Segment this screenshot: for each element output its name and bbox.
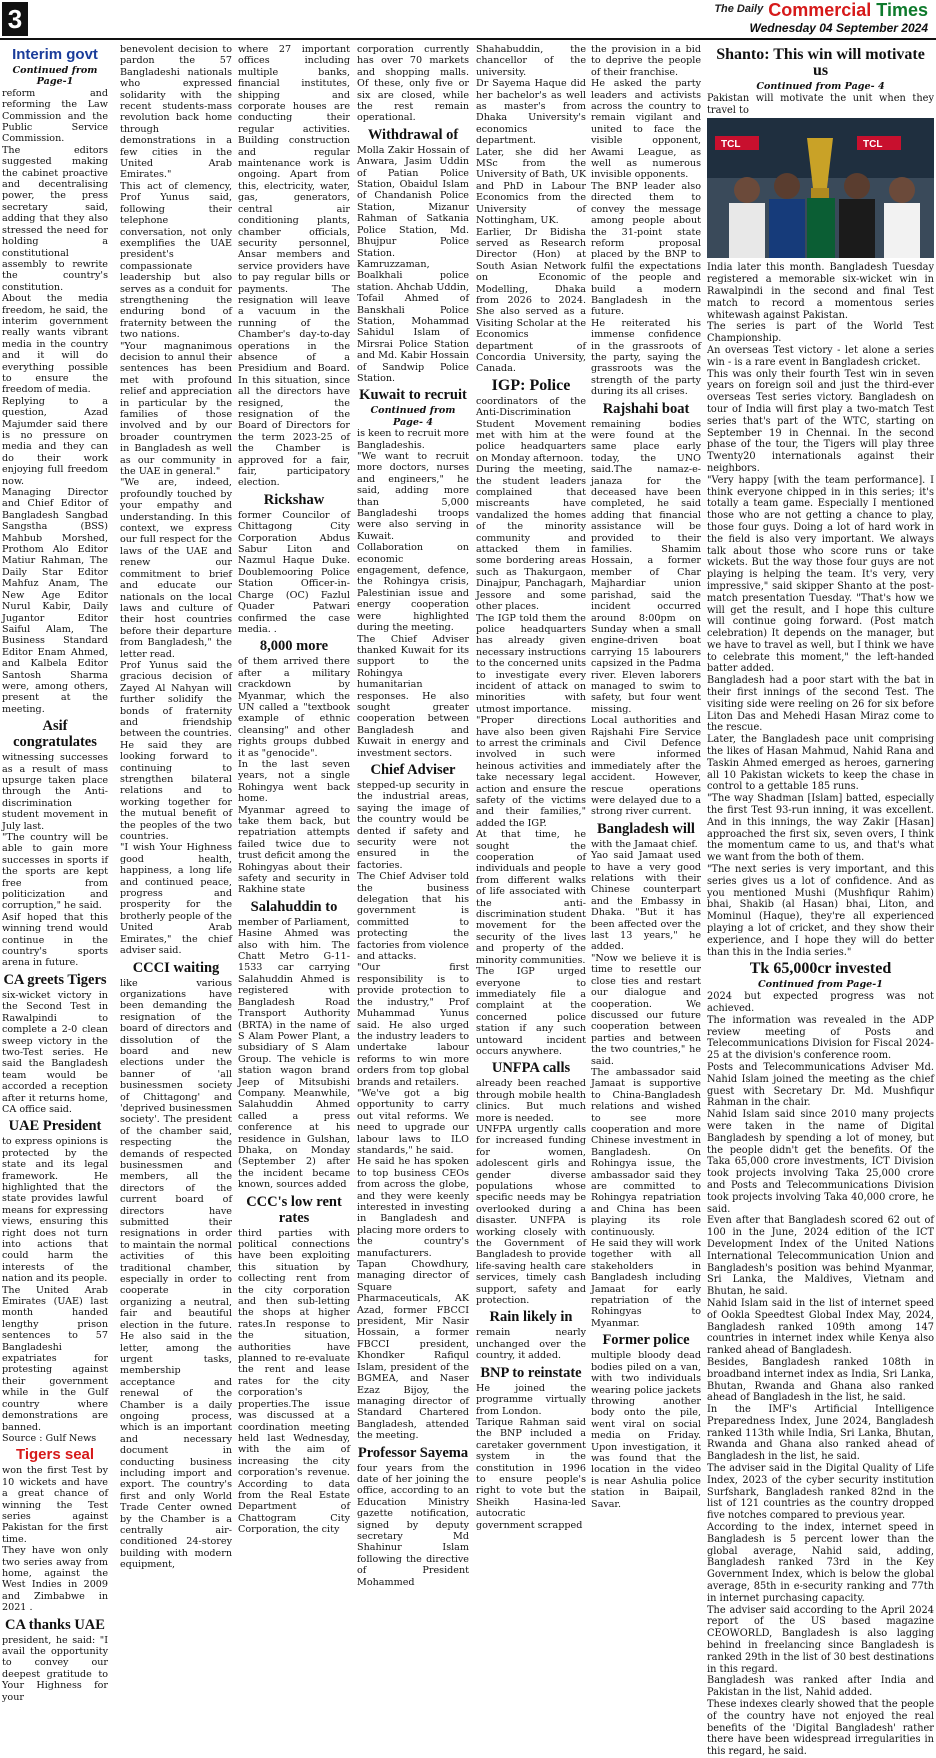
headline-rain: Rain likely in xyxy=(489,1309,573,1326)
paragraph: Tapan Chowdhury, managing director of Square Pharmaceuticals, AK Azad, former FBCCI president, Mir Nasir Hossain, a former FBCCI president, Khondker Rafiqul Islam, president of the BGMEA, and Naser Ezaz Bijoy, the managing director of Standard Chartered Bangladesh, attended the meeting. xyxy=(357,1259,469,1442)
paragraph: corporation currently has over 70 markets and shopping malls. Of these, only five or six are closed, while the rest remain operational. xyxy=(357,44,469,124)
paragraph: third parties with political connections have been exploiting this situation by collecting rent from the city corporation and then sub-letting the shops at higher rates.In response to the situation, authorities have planned to re-evaluate the rent and lease rates for the city corporation's properties.The issue was discussed at a coordination meeting held last Wednesday, with the aim of increasing the city corporation's revenue. According to data from the Real Estate Department of Chattogram City Corporation, the city xyxy=(238,1227,350,1536)
headline-bangladesh-will: Bangladesh will xyxy=(597,820,695,837)
headline-former-police: Former police xyxy=(602,1332,690,1349)
paragraph: He joined the programme virtually from London. xyxy=(476,1382,586,1417)
paragraph: At that time, he sought the cooperation of individuals and people from different walks of life associated with the anti-discrimination student movement for the security of the lives and property of the minority communities. xyxy=(476,829,586,966)
headline-ca-greets: CA greets Tigers xyxy=(3,971,107,988)
headline-rajshahi-boat: Rajshahi boat xyxy=(602,400,690,417)
paragraph: reform and reforming the Law Commission and the Public Service Commission. xyxy=(2,87,108,145)
column-7 xyxy=(707,44,934,1758)
paragraph: where 27 important offices including multiple banks, financial institutes, shipping and corporate houses are conducting their regular activities. Building construction and regular maintenance work is ongoing. Apart from this, electricity, water, gas, generators, central air conditioning plants, chamber officials, security personnel, Ansar members and service providers have to pay regular bills or payments. The resignation will leave a vacuum in the running of the Chamber's day-to-day operations in the absence of a Presidium and Board. In this situation, since all the directors have resigned, the resignation of the Board of Directors for the term 2023-25 of the Chamber is approved for a fair, fair, participatory election. xyxy=(238,44,350,489)
paragraph: About the media freedom, he said, the interim government really wants vibrant media in the country and it will do everything possible to ensure the freedom of media. xyxy=(2,293,108,396)
headline-salahuddin: Salahuddin to xyxy=(250,898,338,915)
paragraph: These indexes clearly showed that the people of the country have not enjoyed the real benefits of the 'Digital Bangladesh' rather there have been widespread irregularities in this regard, he said. xyxy=(707,1699,934,1758)
headline-chief-adviser: Chief Adviser xyxy=(370,761,456,778)
paragraph: He said he has spoken to top business CEOs from across the globe, and they were keenly interested in investing in Bangladesh and placing more orders to the country's manufacturers. xyxy=(357,1156,469,1259)
paragraph: Nahid Islam said since 2010 many projects were taken in the name of Digital Bangladesh by spending a lot of money, but the people didn't get the benefits. Of the Taka 65,000 crore investments, ICT Division took projects involving Taka 25,000 crore and Posts and Telecommunications Division took projects involving Taka 40,000 crore, he said. xyxy=(707,1109,934,1215)
masthead xyxy=(0,0,936,40)
paragraph: In the last seven years, not a single Rohingya went back home. xyxy=(238,758,350,805)
paragraph: like various organizations have been demanding the resignation of the board of directors and dissolution of the board and new elections under the banner of 'all businessmen society of Chittagong' and 'deprived businessmen society'. The president of the chamber said, respecting the demands of respected businessmen and members, all the directors of the current board of directors have submitted their resignations in order to maintain the normal activities of this traditional chamber, especially in order to cooperate in organizing a neutral, fair and beautiful election in the future. He also said in the letter, among the urgent tasks, membership acceptance and renewal of the Chamber is a daily ongoing process, which is an important and necessary document in conducting business including import and export. The country's first and only World Trade Center owned by the Chamber is a centrally air-conditioned 24-storey building with modern equipment, xyxy=(120,977,232,1571)
paragraph: witnessing successes as a result of mass upsurge taken place through the Anti-discrimination student movement in July last. xyxy=(2,752,108,832)
column-6 xyxy=(591,44,701,1510)
svg-text:TCL: TCL xyxy=(863,139,883,151)
paragraph: "Your magnanimous decision to annul their sentences has been met with profound relief and appreciation in particular by the families of those involved and by our broader countrymen in Bangladesh as well as our community in the UAE in general." xyxy=(120,340,232,478)
paragraph: Molla Zakir Hossain of Anwara, Jasim Uddin of Patian Police Station, Obaidul Islam of Chandanish Police Station, Mizanur Rahman of Satkania Police Station, Md. Bhujpur Police Station. Kamruzzaman, Boalkhali police station. Ahchab Uddin, Tofail Ahmed of Banskhali Police Station, Mohammad Sahidul Islam of Mirsrai Police Station and Md. Kabir Hossain of Sandwip Police Station. xyxy=(357,144,469,384)
paragraph: Even after that Bangladesh scored 62 out of 100 in the June, 2024 edition of the ICT Development Index of the United Nations International Telecommunication Union and Bangladesh's position was behind Myanmar, Sri Lanka, the Maldives, Vietnam and Bhutan, he said. xyxy=(707,1215,934,1298)
paragraph: "The next series is very important, and this series gives us a lot of confidence. And as you mentioned Mushi (Mushfiqur Rahim) bhai, Shakib (al Hasan) bhai, Liton, and Mominul (Haque), they're all experienced playing a lot of cricket, and they show their experience, and I hope they will do better than this in the India series." xyxy=(707,864,934,958)
paragraph: four years from the date of her joining the office, according to an Education Ministry gazette notification, signed by deputy secretary Md Shahinur Islam following the directive of President Mohammed xyxy=(357,1462,469,1588)
paragraph: already been reached through mobile health clinics. But much more is needed. xyxy=(476,1078,586,1124)
paragraph: Local authorities and Rajshahi Fire Service and Civil Defence were informed immediately after the accident. However, rescue operations were delayed due to a strong river current. xyxy=(591,715,701,818)
headline-ca-thanks: CA thanks UAE xyxy=(5,1616,105,1633)
paragraph: The ambassador said Jamaat is supportive to China-Bangladesh relations and wished to see more cooperation and more Chinese investment in Bangladesh. On Rohingya issue, the ambassador said they are committed to Rohingya repatriation and China has been playing its role continuously. xyxy=(591,1066,701,1238)
paragraph: "Now we believe it is time to resettle our close ties and restart our dialogue and cooperation. We discussed our future cooperation between parties and between the two countries," he said. xyxy=(591,952,701,1067)
paragraph: with the Jamaat chief. xyxy=(591,838,698,850)
paragraph: In the IMF's Artificial Intelligence Preparedness Index, June 2024, Bangladesh ranked 113th while India, Sri Lanka, Bhutan, Rwanda and Ghana also ranked ahead of Bangladesh in the list, he said. xyxy=(707,1404,934,1463)
paragraph: remain nearly unchanged over the country, it added. xyxy=(476,1327,586,1362)
paragraph: This act of clemency, Prof Yunus said, following their telephone conversation, not only exemplifies the UAE president's compassionate leadership but also serves as a conduit for strengthening the enduring bond of fraternity between the two nations. xyxy=(120,180,232,341)
column-3 xyxy=(238,44,350,1536)
paragraph: He asked the party leaders and activists across the country to remain vigilant and united to face the visible opponent, Awami League, as well as numerous invisible opponents. xyxy=(591,78,701,181)
paragraph: former Councilor of Chittagong City Corporation Abdus Sabur Liton and Nazmul Haque Duke. Doublemooring Police Station Officer-in-Charge (OC) Fazlul Quader Patwari confirmed the case media. . xyxy=(238,509,350,635)
paragraph: Later, the Bangladesh pace unit comprising the likes of Hasan Mahmud, Nahid Rana and Taskin Ahmed emerged as heroes, garnering all 10 Pakistan wickets to keep the chase in control to a gettable 185 runs. xyxy=(707,734,934,793)
paragraph: Bangladesh was ranked after India and Pakistan in the list, Nahid added. xyxy=(707,1675,934,1699)
headline-withdrawal: Withdrawal of xyxy=(367,126,459,143)
paragraph: "We are, indeed, profoundly touched by your empathy and understanding. In this context, we express our full respect for the laws of the UAE and renew our commitment to brief and educate our nationals on the local laws and culture of their host countries before their departure from Bangladesh," the letter read. xyxy=(120,477,232,660)
paragraph: They have won only two series away from home, against the West Indies in 2009 and Zimbabwe in 2021 . xyxy=(2,1545,108,1614)
continued-note: Continued from Page- 4 xyxy=(756,81,885,92)
paragraph: "Our first responsibility is to provide protection to the industry," Prof Muhammad Yunus said. He also urged the industry leaders to undertake labour reforms to win more orders from top global brands and retailers. xyxy=(357,962,469,1088)
paragraph: coordinators of the Anti-Discrimination Student Movement met with him at the police headquarters on Monday afternoon. xyxy=(476,395,586,464)
paragraph: An overseas Test victory - let alone a series win - is a rare event in Bangladesh cricket. xyxy=(707,344,934,368)
paragraph: Replying to a question, Azad Majumder said there is no pressure on media and they can do their work enjoying full freedom now. xyxy=(2,395,108,487)
headline-ccc-rent: CCC's low rent rates xyxy=(246,1193,342,1226)
newspaper-name xyxy=(714,0,928,21)
paragraph: Source : Gulf News xyxy=(2,1432,97,1444)
paragraph: He said they will work together with all stakeholders in Bangladesh including Jamaat for early repatriation of the Rohingyas to Myanmar. xyxy=(591,1238,701,1329)
paragraph: Pakistan will motivate the unit when they travel to xyxy=(707,92,934,116)
paragraph: Asif hoped that this winning trend would continue in the country's sports arena in future. xyxy=(2,911,108,969)
paragraph: Besides, Bangladesh ranked 108th in broadband internet index as India, Sri Lanka, Bhutan, Rwanda and Ghana also ranked ahead of Bangladesh in the list, he said. xyxy=(707,1356,934,1404)
paragraph: Managing Director and Chief Editor of Bangladesh Sangbad Sangstha (BSS) Mahbub Morshed, Prothom Alo Editor Matiur Rahman, The Daily Star Editor Mahfuz Anam, The New Age Editor Nurul Kabir, Daily Jugantor Editor Saiful Alam, The Business Standard Editor Enam Ahmed, and Kalbela Editor Santosh Sharma were, among others, present at the meeting. xyxy=(2,487,108,715)
headline-uae-president: UAE President xyxy=(8,1118,102,1135)
trophy-photo xyxy=(707,118,934,258)
continued-note: Continued from Page-1 xyxy=(758,979,883,991)
headline-bnp-reinstate: BNP to reinstate xyxy=(480,1364,582,1381)
paragraph: UNFPA urgently calls for increased funding for women, adolescent girls and gender diverse populations whose specific needs may be overlooked during a disaster. UNFPA is working closely with the Government of Bangladesh to provide life-saving health care services, timely cash support, safety and protection. xyxy=(476,1123,586,1307)
name-word2: Times xyxy=(876,0,928,20)
paragraph: Nahid Islam said in the list of internet speed of Ookla Speedtest Global Index May, 2024, Bangladesh ranked 109th among 147 countries in internet index while Kenya also ranked ahead of Bangladesh. xyxy=(707,1297,934,1357)
paragraph: Shahabuddin, the chancellor of the university. xyxy=(476,44,586,78)
paragraph: "The way Shadman [Islam] batted, especially the first Test 93-run inning, it was excellent. And in this innings, the way Zakir [Hasan] approached the first six, seven overs, I think the momentum came to us, and that's what we want from the both of them. xyxy=(707,793,934,864)
paragraph: "Very happy [with the team performance]. I think everyone chipped in in this series; it's totally a team game. Especially I mentioned those who are not getting a chance to play, those four guys. Doing a lot of hard work in the field is also very important. We always talk about those who score runs or take wickets. But the way those four guys are not playing is helping the team. It's very, very impressive," said skipper Shanto at the post-match presentation Tuesday. "That's how we will get the result, and I hope this culture will continue going forward. (Post match celebration) It depends on the manager, but we have to travel as well, but I think we have to celebrate this moment," the left-handed batter added. xyxy=(707,474,934,675)
paragraph: This was only their fourth Test win in seven years on foreign soil and just the third-ever overseas Test series victory. Bangladesh on tour of India will first play a two-match Test series that's part of the WTC, starting on September 19 in Chennai. In the second phase of the tour, the Tigers will play three Twenty20 internationals against their neighbors. xyxy=(707,368,934,474)
paragraph: The adviser said according to the April 2024 report of the US based magazine CEOWORLD, Bangladesh is also lagging behind in freelancing since Bangladesh is ranked 29th in the list of 30 best destinations in this regard. xyxy=(707,1604,934,1675)
paragraph: "The country will be able to gain more successes in sports if the sports are kept free from politicization and corruption," he said. xyxy=(2,832,108,912)
paragraph: The Chief Adviser thanked Kuwait for its support to the Rohingya humanitarian responses. He also sought greater cooperation between Bangladesh and Kuwait in energy and investment sectors. xyxy=(357,633,469,759)
paragraph: won the first Test by 10 wickets and have a great chance of winning the Test series against Pakistan for the first time. xyxy=(2,1465,108,1545)
paragraph: Yao said Jamaat used to have a very good relations with their Chinese counterpart and the Embassy in Dhaka. "But it has been affected over the last 13 years," he added. xyxy=(591,850,701,953)
headline-tk-65000cr: Tk 65,000cr invested xyxy=(749,960,892,978)
paragraph: The BNP leader also directed them to convey the message among people about the 31-point state reform proposal placed by the BNP to fulfil the expectations of the people and build a modern Bangladesh in the future. xyxy=(591,180,701,318)
issue-date: Wednesday 04 September 2024 xyxy=(749,21,928,35)
name-prefix: The Daily xyxy=(714,3,764,15)
paragraph: The Chief Adviser told the business delegation that his government is committed to protecting the factories from violence and attacks. xyxy=(357,871,469,963)
column-5 xyxy=(476,44,586,1531)
paragraph: multiple bloody dead bodies piled on a van, with two individuals wearing police jackets throwing another body onto the pile, went viral on social media on Friday. Upon investigation, it was found that the location in the video is near Ashulia police station in Baipail, Savar. xyxy=(591,1350,701,1510)
headline-unfpa: UNFPA calls xyxy=(491,1060,571,1077)
paragraph: The editors suggested making the cabinet proactive and decentralising power, the press secretary said, adding that they also stressed the need for holding a constitutional assembly to rewrite the country's constitution. xyxy=(2,144,108,293)
paragraph: six-wicket victory in the Second Test in Rawalpindi to complete a 2-0 clean sweep victory in the two-Test series. He said the Bangladesh team would be accorded a reception after it returns home, CA office said. xyxy=(2,989,108,1115)
paragraph: Posts and Telecommunications Adviser Md. Nahid Islam joined the meeting as the chief guest with Secretary Dr. Md. Mushfiqur Rahman in the chair. xyxy=(707,1061,934,1109)
paragraph: Dr Sayema Haque did her bachelor's as well as master's from Dhaka University's economics department. xyxy=(476,78,586,147)
paragraph: Bangladesh had a poor start with the bat in their first innings of the second Test. The visiting side were reeling on 26 for six before Liton Das and Mehedi Hasan Miraz come to the rescue. xyxy=(707,675,934,734)
paragraph: The IGP urged everyone to immediately file a complaint at the concerned police station if any such untoward incident occurs anywhere. xyxy=(476,966,586,1057)
continued-note: Continued from Page- 4 xyxy=(370,405,456,428)
paragraph: The United Arab Emirates (UAE) last month handed lengthy prison sentences to 57 Bangladeshi expatriates for protesting against their government while in the Gulf country where demonstrations are banned. xyxy=(2,1284,108,1433)
paragraph: "We want to recruit more doctors, nurses and engineers," he said, adding more than 5,000 Bangladeshi troops were also serving in Kuwait. xyxy=(357,451,469,542)
headline-asif: Asif congratulates xyxy=(13,718,97,751)
paragraph: He reiterated his immense confidence in the grassroots of the party, saying the grassroots was the strength of the party during its all crises. xyxy=(591,317,701,398)
headline-ccci-waiting: CCCI waiting xyxy=(132,959,220,976)
paragraph: Tarique Rahman said the BNP included a caretaker government system in the constitution in 1996 to ensure people's right to vote but the Sheikh Hasina-led autocratic government scrapped xyxy=(476,1416,586,1531)
paragraph: of them arrived there after a military crackdown by Myanmar, which the UN called a "textbook example of ethnic cleansing" and other rights groups dubbed it as "genocide". xyxy=(238,656,350,759)
column-1 xyxy=(2,44,108,1703)
masthead-rule xyxy=(0,38,936,40)
paragraph: He said they are looking forward to continuing to strengthen bilateral relations and to working together for the mutual benefit of the peoples of the two countries. xyxy=(120,739,232,843)
headline-professor-sayema: Professor Sayema xyxy=(357,1444,469,1461)
headline-tigers-seal: Tigers seal xyxy=(15,1446,95,1464)
svg-text:TCL: TCL xyxy=(721,139,741,151)
paragraph: member of Parliament, Hasine Ahmed was also with him. The Chatt Metro G-11-1533 car carrying Salahuddin Ahmed is registered with Bangladesh Road Transport Authority (BRTA) in the name of S Alam Power Plant, a subsidiary of S Alam Group. The vehicle is station wagon brand Jeep of Mitsubishi Company. Meanwhile, Salahuddin Ahmed called a press conference at his residence in Gulshan, Dhaka, on Monday (September 2) after the incident became known, sources added xyxy=(238,916,350,1191)
paragraph: remaining bodies were found at the same place early today, the UNO said.The namaz-e-janaza for the deceased have been completed, he said adding that financial assistance will be provided to their families. Shamim Hossain, a former member of Char Majhardiar union parishad, said the incident occurred around 8:00pm on Sunday when a small engine-driven boat carrying 15 labourers capsized in the Padma river. Eleven laborers managed to swim to safety, but four went missing. xyxy=(591,418,701,715)
paragraph: president, he said: "I avail the opportunity to convey our deepest gratitude to Your Highness for your xyxy=(2,1634,108,1703)
paragraph: The information was revealed in the ADP review meeting of Posts and Telecommunications Division for Fiscal 2024-25 at the division's conference room. xyxy=(707,1014,934,1062)
headline-8000-more: 8,000 more xyxy=(259,638,329,655)
paragraph: The IGP told them the police headquarters has already given necessary instructions to the concerned units to investigate every incident of attack on minorities with utmost importance. xyxy=(476,612,586,715)
column-2 xyxy=(120,44,232,1571)
paragraph: "We've got a big opportunity to carry out vital reforms. We need to upgrade our labour laws to ILO standards," he said. xyxy=(357,1087,469,1156)
headline-kuwait: Kuwait to recruit xyxy=(359,387,467,404)
headline-shanto: Shanto: This win will motivate us xyxy=(716,46,925,79)
paragraph: the provision in a bid to deprive the people of their franchise. xyxy=(591,44,701,78)
paragraph: Earlier, Dr Bidisha served as Research Director (Hon) at South Asian Network on Economic Modelling, Dhaka from 2026 to 2024. She also served as a Visiting Scholar at the Economics department of Concordia University, Canada. xyxy=(476,226,586,375)
paragraph: The adviser said in the Digital Quality of Life Index, 2023 of the cyber security institution Surfshark, Bangladesh ranked 82nd in the list of 121 countries as the country dropped five notches compared to previous year. xyxy=(707,1463,934,1522)
headline-rickshaw: Rickshaw xyxy=(263,491,325,508)
paragraph: to express opinions is protected by the state and its legal framework. He highlighted that the state provides lawful means for expressing views, ensuring this right does not turn into actions that could harm the interests of the nation and its people. xyxy=(2,1136,108,1285)
paragraph: Prof Yunus said the gracious decision of Zayed Al Nahyan will further solidify the bonds of fraternity and friendship between the countries. xyxy=(120,659,232,740)
page-body xyxy=(2,44,934,1758)
paragraph: According to the index, internet speed in Bangladesh is 5 percent lower than the global average, Nahid said, adding, Bangladesh ranked 73rd in the Key Government Index, which is below the global average, 85th in e-security ranking and 77th in internet purchasing capacity. xyxy=(707,1522,934,1604)
name-word1: Commercial xyxy=(768,0,872,20)
page-number: 3 xyxy=(2,2,28,36)
paragraph: benevolent decision to pardon the 57 Bangladeshi nationals who expressed solidarity with the recent students-mass revolution back home through demonstrations in a few cities in the United Arab Emirates." xyxy=(120,44,232,181)
paragraph: During the meeting, the student leaders complained that miscreants have vandalized the homes of the minority community and attacked them in some bordering areas such as Thakurgaon, Dinajpur, Panchagarh, Jessore and some other places. xyxy=(476,464,586,613)
paragraph: "Proper directions have also been given to arrest the criminals involved in such heinous activities and take necessary legal action and ensure the safety of the victims and their families," added the IGP. xyxy=(476,715,586,829)
paragraph: is keen to recruit more Bangladeshis. xyxy=(357,428,469,451)
headline-interim-govt: Interim govt xyxy=(12,46,98,63)
paragraph: Later, she did her MSc from the University of Bath, UK and PhD in Labour Economics from the University of Nottingham, UK. xyxy=(476,146,586,227)
paragraph: The series is part of the World Test Championship. xyxy=(707,321,934,345)
paragraph: "I wish Your Highness good health, happiness, a long life and continued peace, progress and prosperity for the brotherly people of the United Arab Emirates," the chief adviser said. xyxy=(120,842,232,957)
paragraph: stepped-up security in the industrial areas, saying the image of the country would be dented if safety and security were not ensured in the factories. xyxy=(357,779,469,871)
paragraph: Collaboration on economic engagement, defence, the Rohingya crisis, Palestinian issue and energy cooperation were highlighted during the meeting. xyxy=(357,542,469,634)
headline-igp-police: IGP: Police xyxy=(491,376,571,394)
continued-note: Continued from Page-1 xyxy=(12,65,98,88)
paragraph: India later this month. Bangladesh Tuesday registered a memorable six-wicket win in Rawalpindi in the second and final Test match to record a momentous series whitewash against Pakistan. xyxy=(707,262,934,321)
paragraph: Myanmar agreed to take them back, but repatriation attempts failed twice due to trust deficit among the Rohingyas about their safety and security in Rakhine state xyxy=(238,804,350,896)
column-4 xyxy=(357,44,469,1588)
paragraph: 2024 but expected progress was not achieved. xyxy=(707,991,934,1014)
